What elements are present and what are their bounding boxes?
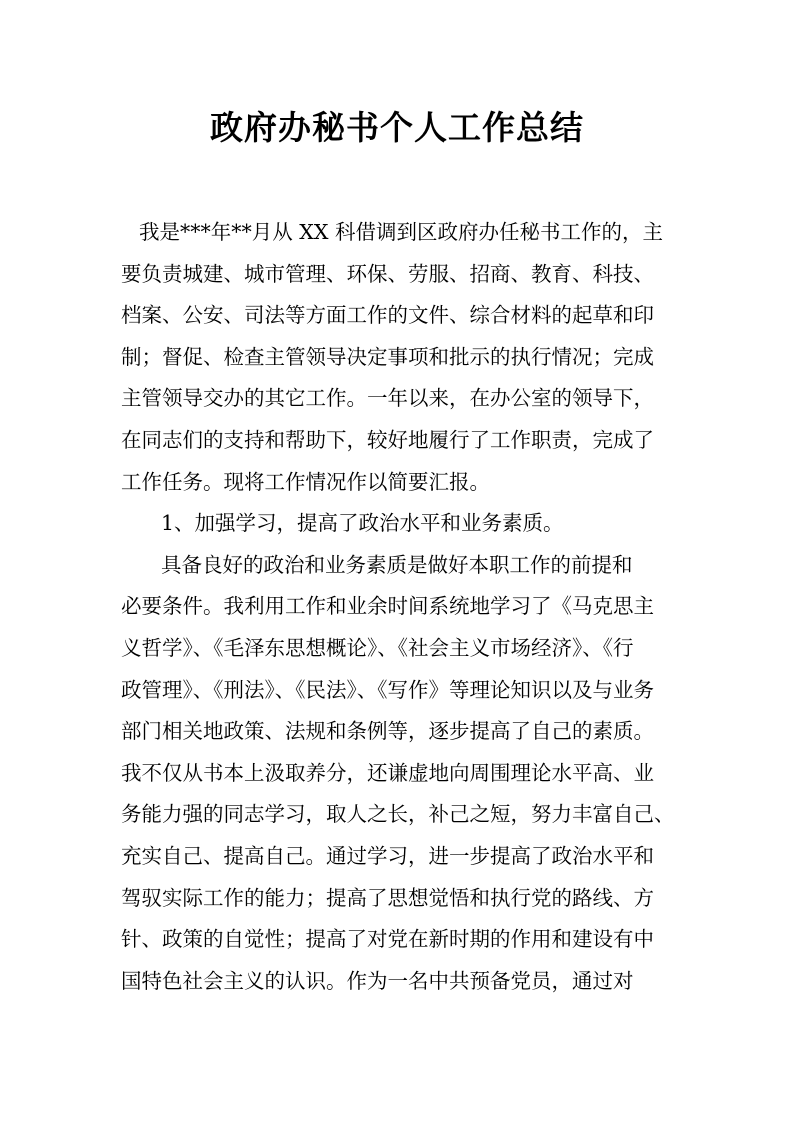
document-body — [121, 212, 681, 1002]
paragraph-line: 要负责城建、城市管理、环保、劳服、招商、教育、科技、 — [121, 261, 654, 286]
paragraph-line: 工作任务。现将工作情况作以简要汇报。 — [121, 469, 490, 494]
page-title: 政府办秘书个人工作总结 — [210, 108, 584, 147]
paragraph-line: 驾驭实际工作的能力；提高了思想觉悟和执行党的路线、方 — [121, 885, 654, 910]
paragraph-line: 政管理》、《刑法》、《民法》、《写作》等理论知识以及与业务 — [121, 677, 654, 702]
paragraph-line: 具备良好的政治和业务素质是做好本职工作的前提和 — [161, 552, 633, 577]
paragraph-line: 务能力强的同志学习，取人之长，补己之短，努力丰富自己、 — [121, 802, 675, 827]
paragraph-line: 国特色社会主义的认识。作为一名中共预备党员，通过对 — [121, 968, 634, 993]
paragraph-line: 制；督促、检查主管领导决定事项和批示的执行情况；完成 — [121, 344, 654, 369]
paragraph-line: 在同志们的支持和帮助下，较好地履行了工作职责，完成了 — [121, 427, 654, 452]
paragraph-line: 我是***年**月从 XX 科借调到区政府办任秘书工作的，主 — [139, 220, 663, 244]
paragraph-line: 部门相关地政策、法规和条例等，逐步提高了自己的素质。 — [121, 719, 654, 744]
paragraph-line: 充实自己、提高自己。通过学习，进一步提高了政治水平和 — [121, 843, 654, 868]
paragraph-line: 我不仅从书本上汲取养分，还谦虚地向周围理论水平高、业 — [121, 760, 654, 785]
section-heading: 1、加强学习，提高了政治水平和业务素质。 — [161, 511, 564, 536]
paragraph-line: 义哲学》、《毛泽东思想概论》、《社会主义市场经济》、《行 — [121, 635, 634, 660]
paragraph-line: 针、政策的自觉性；提高了对党在新时期的作用和建设有中 — [121, 927, 654, 952]
paragraph-line: 必要条件。我利用工作和业余时间系统地学习了《马克思主 — [121, 594, 654, 619]
paragraph-line: 档案、公安、司法等方面工作的文件、综合材料的起草和印 — [121, 303, 654, 328]
paragraph-line: 主管领导交办的其它工作。一年以来，在办公室的领导下， — [121, 386, 654, 411]
